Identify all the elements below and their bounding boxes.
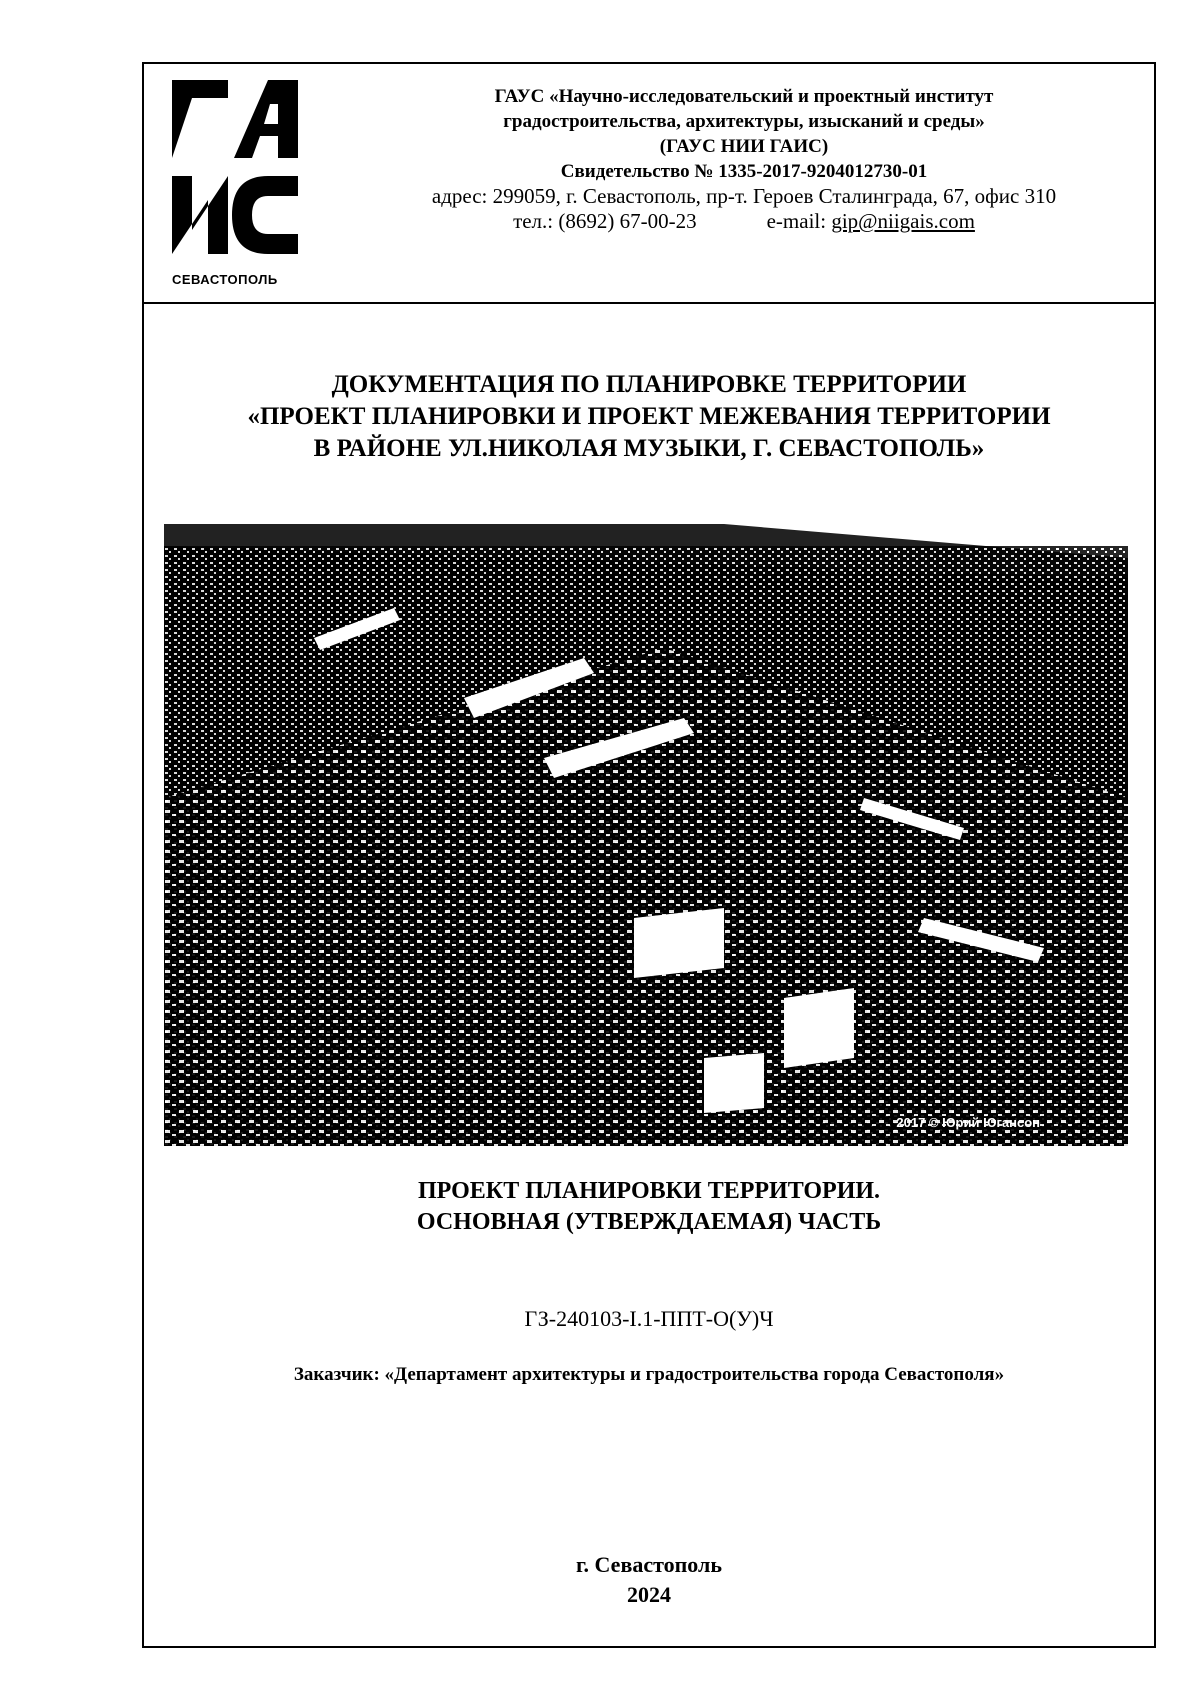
address: адрес: 299059, г. Севастополь, пр-т. Героев Сталинграда, 67, офис 310 bbox=[431, 184, 1057, 208]
org-short-name: (ГАУС НИИ ГАИС) bbox=[659, 136, 829, 157]
document-code: ГЗ-240103-I.1-ППТ-О(У)Ч bbox=[524, 1306, 774, 1331]
contacts bbox=[344, 209, 1144, 234]
phone: тел.: (8692) 67-00-23 bbox=[513, 209, 697, 233]
photo-credit: 2017 © Юрий Югансон bbox=[896, 1115, 1040, 1130]
city: г. Севастополь bbox=[576, 1552, 722, 1577]
year: 2024 bbox=[627, 1582, 671, 1607]
header bbox=[144, 64, 1154, 304]
document-title bbox=[144, 369, 1154, 465]
title-line2: «ПРОЕКТ ПЛАНИРОВКИ И ПРОЕКТ МЕЖЕВАНИЯ ТЕРРИТОРИИ bbox=[247, 403, 1051, 430]
org-name-line1: ГАУС «Научно-исследовательский и проектный институт bbox=[494, 86, 994, 107]
logo-caption: СЕВАСТОПОЛЬ bbox=[172, 272, 278, 287]
organization-info bbox=[344, 84, 1144, 234]
footer bbox=[144, 1550, 1154, 1610]
section-line1: ПРОЕКТ ПЛАНИРОВКИ ТЕРРИТОРИИ. bbox=[417, 1178, 881, 1204]
title-line3: В РАЙОНЕ УЛ.НИКОЛАЯ МУЗЫКИ, Г. СЕВАСТОПОЛЬ» bbox=[313, 435, 985, 462]
customer: Заказчик: «Департамент архитектуры и градостроительства города Севастополя» bbox=[293, 1364, 1005, 1385]
email-label: e-mail: bbox=[766, 209, 827, 233]
aerial-photo bbox=[164, 498, 1128, 1146]
section-title bbox=[144, 1176, 1154, 1238]
certificate: Свидетельство № 1335-2017-9204012730-01 bbox=[560, 161, 928, 182]
page-frame bbox=[142, 62, 1156, 1648]
org-name-line2: градостроительства, архитектуры, изысканий и среды» bbox=[503, 111, 985, 132]
email-link[interactable]: gip@niigais.com bbox=[831, 209, 975, 233]
gais-logo bbox=[172, 80, 302, 298]
aerial-photo-image bbox=[164, 498, 1128, 1146]
title-line1: ДОКУМЕНТАЦИЯ ПО ПЛАНИРОВКЕ ТЕРРИТОРИИ bbox=[331, 371, 967, 398]
section-line2: ОСНОВНАЯ (УТВЕРЖДАЕМАЯ) ЧАСТЬ bbox=[416, 1209, 882, 1235]
